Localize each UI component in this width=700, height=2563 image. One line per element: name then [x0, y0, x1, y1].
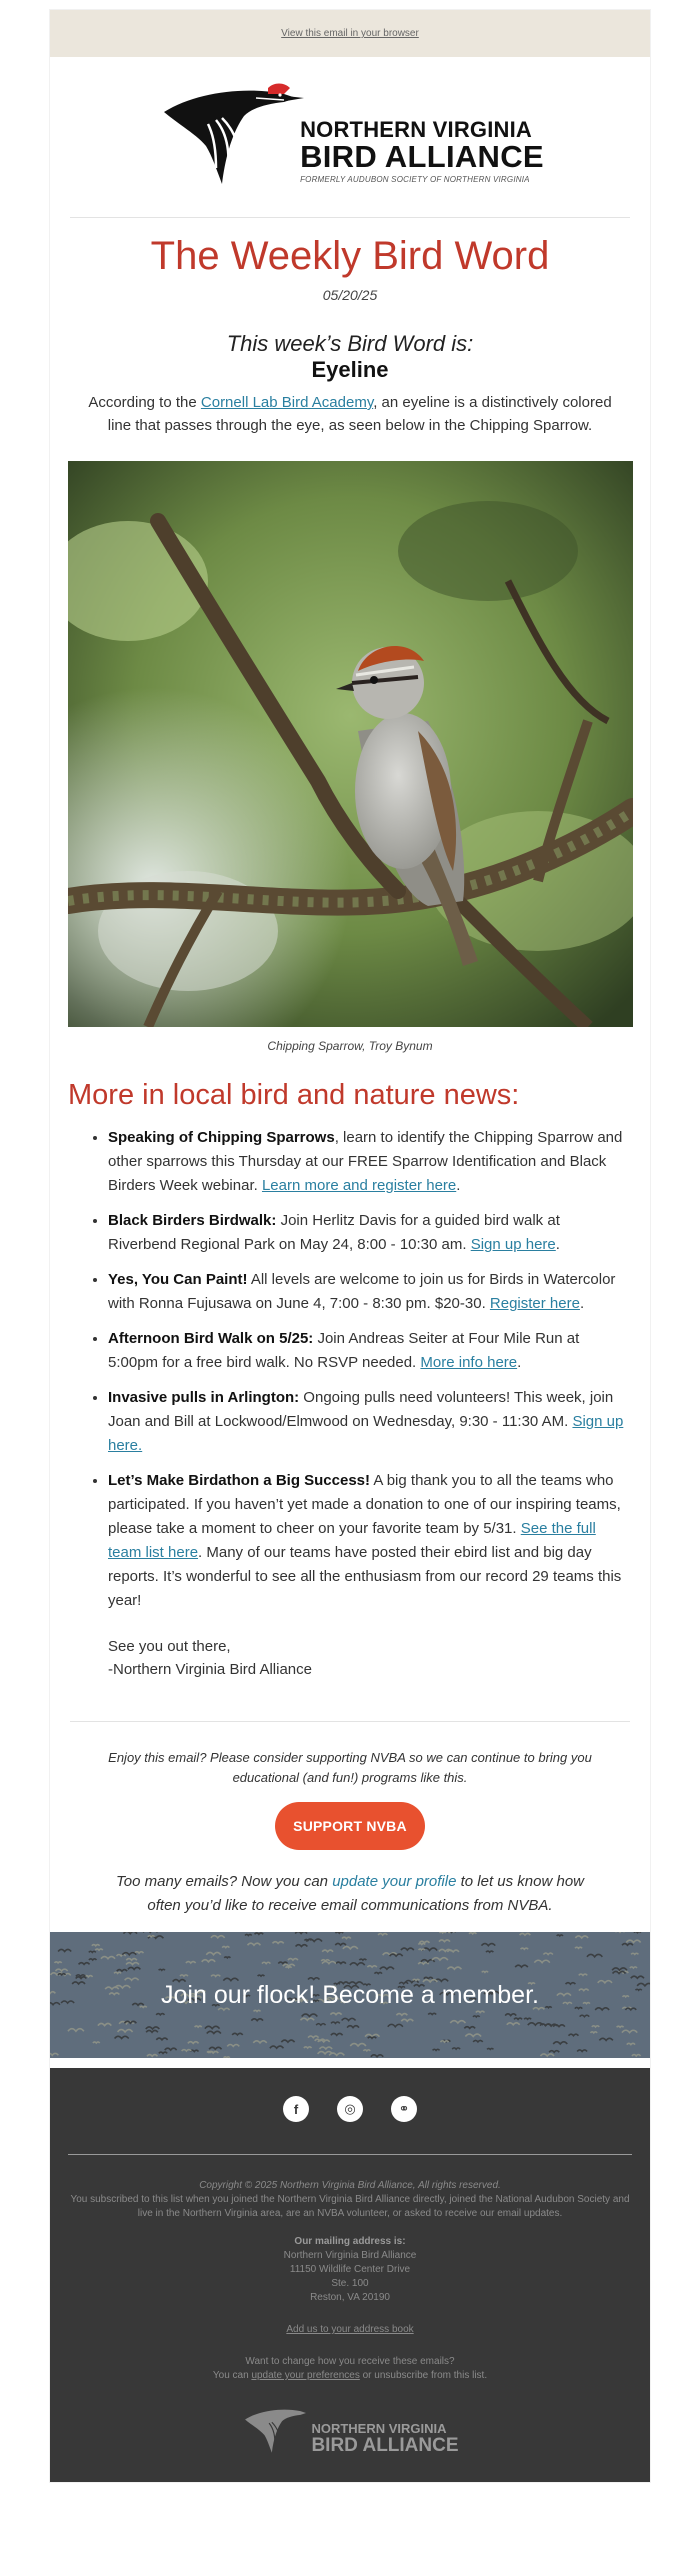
flock-bird: [418, 1962, 428, 1964]
flock-bird: [580, 2015, 590, 2016]
news-item-after: .: [580, 1295, 584, 1312]
preferences-text: [108, 1870, 592, 1918]
flock-bird: [322, 1962, 336, 1964]
flock-bird: [329, 2053, 344, 2055]
flock-bird: [630, 1967, 637, 1968]
flock-bird: [579, 1989, 589, 1991]
flock-bird: [595, 2008, 609, 2010]
flock-bird: [50, 2053, 58, 2055]
footer-logo: [68, 2401, 632, 2461]
flock-bird: [188, 2042, 199, 2044]
nvba-logo[interactable]: [156, 72, 544, 202]
flock-bird: [380, 1967, 394, 1969]
news-item-title: Black Birders Birdwalk:: [108, 1212, 276, 1229]
flock-bird: [432, 1958, 448, 1960]
news-item-text: All levels are welcome to join us for Birds in Watercolor with Ronna Fujusawa on June 4, 7:00 - 8:30 pm. $20-30.: [108, 1271, 615, 1312]
flock-bird: [89, 1951, 96, 1952]
news-item-text: Ongoing pulls need volunteers! This week, join Joan and Bill at Lockwood/Elmwood on Wednesday, 9:30 - 11:30 AM.: [108, 1389, 613, 1430]
flock-bird: [117, 1955, 126, 1956]
can-prefix: You can: [213, 2370, 252, 2381]
flock-bird: [278, 1962, 287, 1963]
address-line: Reston, VA 20190: [68, 2291, 632, 2305]
flock-bird: [245, 1934, 252, 1935]
flock-bird: [296, 1945, 308, 1947]
flock-bird: [378, 1934, 387, 1935]
flock-bird: [371, 2055, 383, 2057]
flock-bird: [224, 2057, 230, 2058]
flock-bird: [302, 2014, 318, 2016]
mailing-address: [68, 2235, 632, 2305]
flock-bird: [109, 1993, 119, 1995]
flock-bird: [505, 2014, 516, 2016]
flock-bird: [206, 1952, 220, 1954]
logo-line-3: FORMERLY AUDUBON SOCIETY OF NORTHERN VIRGINIA: [300, 175, 544, 184]
flock-bird: [50, 2003, 60, 2005]
flock-bird: [93, 2042, 100, 2043]
flock-bird: [359, 1959, 366, 1960]
subscription-reason: You subscribed to this list when you joined the Northern Virginia Bird Alliance directly, joined the National Audubon Society and live in the Northern Virginia area, are an NVBA volunteer, or asked to receive our email updates.: [68, 2193, 632, 2221]
definition-suffix: , an eyeline is a distinctively colored line that passes through the eye, as seen below in the Chipping Sparrow.: [108, 394, 612, 434]
flock-bird: [447, 1950, 459, 1952]
can-suffix: or unsubscribe from this list.: [360, 2370, 487, 2381]
flock-bird: [401, 1948, 414, 1950]
preferences-suffix: to let us know how often you’d like to receive email communications from NVBA.: [147, 1873, 584, 1914]
flock-bird: [272, 1942, 283, 1944]
chipping-sparrow-photo: [68, 461, 633, 1027]
photo-caption: Chipping Sparrow, Troy Bynum: [68, 1039, 632, 1053]
flock-bird: [202, 1960, 215, 1962]
flock-bird: [320, 2047, 333, 2049]
social-links: [68, 2096, 632, 2155]
flock-bird: [521, 1948, 529, 1949]
flock-bird: [330, 2013, 341, 2015]
flock-bird: [401, 2019, 413, 2021]
flock-bird: [195, 2026, 202, 2027]
flock-bird: [165, 2048, 177, 2050]
news-item-title: Speaking of Chipping Sparrows: [108, 1129, 335, 1146]
flock-bird: [128, 1967, 140, 1969]
flock-bird: [224, 1957, 230, 1958]
flock-bird: [374, 1972, 382, 1973]
flock-bird: [367, 1966, 376, 1967]
flock-bird: [132, 2003, 143, 2005]
flock-bird: [283, 1964, 295, 1966]
divider: [70, 1721, 630, 1722]
flock-bird: [486, 1951, 493, 1952]
address-book-row: [68, 2323, 632, 2337]
news-item: [108, 1386, 632, 1458]
flock-bird: [575, 1936, 588, 1938]
flock-bird: [253, 2041, 266, 2043]
flock-bird: [227, 2044, 239, 2046]
flock-bird: [335, 1943, 346, 1945]
woodpecker-logo-icon: [156, 72, 306, 202]
flock-bird: [545, 2007, 551, 2008]
change-question: Want to change how you receive these emails?: [68, 2355, 632, 2369]
news-item-after: . Many of our teams have posted their ebird list and big day reports. It’s wonderful to see all the enthusiasm from our record 29 teams this year!: [108, 1544, 621, 1609]
news-item-text: Join Herlitz Davis for a guided bird walk at Riverbend Regional Park on May 24, 8:00 - 10:30 am.: [108, 1212, 560, 1253]
news-item-link[interactable]: Learn more and register here: [262, 1177, 456, 1194]
flock-bird: [125, 1978, 139, 1980]
flock-bird: [368, 2037, 377, 2038]
flock-bird: [465, 2034, 481, 2036]
flock-bird: [599, 2038, 612, 2040]
update-profile-link[interactable]: update your profile: [332, 1873, 456, 1890]
news-item: [108, 1469, 632, 1613]
flock-bird: [388, 2024, 403, 2026]
flock-bird: [117, 1970, 127, 1972]
flock-bird: [95, 1949, 102, 1950]
signoff-line-2: -Northern Virginia Bird Alliance: [108, 1658, 632, 1681]
news-list: [68, 1126, 632, 1613]
flock-bird: [440, 2041, 448, 2042]
flock-bird: [549, 2051, 559, 2053]
bird-word: Eyeline: [68, 357, 632, 383]
flock-bird: [248, 1943, 261, 1945]
flock-bird: [626, 1940, 640, 1942]
flock-bird: [447, 1967, 461, 1969]
flock-bird: [300, 2018, 314, 2020]
flock-bird: [487, 2048, 493, 2049]
flock-bird: [331, 2033, 343, 2035]
link-icon[interactable]: ⚭: [391, 2096, 417, 2122]
flock-bird: [55, 1969, 67, 1971]
flock-bird: [251, 2019, 263, 2021]
flock-bird: [232, 2033, 243, 2035]
address-line: Ste. 100: [68, 2277, 632, 2291]
news-item-link[interactable]: Sign up here: [471, 1236, 556, 1253]
flock-bird: [350, 1963, 365, 1965]
preferences-footer: [68, 2355, 632, 2383]
flock-bird: [262, 1962, 270, 1963]
news-item-text: A big thank you to all the teams who participated. If you haven’t yet made a donation to one of our inspiring teams, please take a moment to cheer on your favorite team by 5/31.: [108, 1472, 621, 1537]
flock-bird: [159, 2052, 167, 2053]
flock-bird: [622, 1944, 633, 1946]
news-item-link[interactable]: See the full team list here: [108, 1520, 596, 1561]
flock-bird: [622, 2030, 637, 2032]
flock-bird: [524, 2018, 531, 2019]
flock-bird: [365, 2034, 379, 2036]
support-text: Enjoy this email? Please consider supporting NVBA so we can continue to bring you educational (and fun!) programs like this.: [108, 1748, 592, 1788]
flock-bird: [135, 1952, 144, 1953]
flock-bird: [514, 2018, 522, 2019]
signoff-line-1: See you out there,: [108, 1635, 632, 1658]
flock-bird: [534, 1960, 549, 1962]
flock-bird: [469, 1933, 476, 1934]
flock-bird: [98, 2023, 111, 2025]
flock-bird: [553, 2042, 567, 2044]
flock-bird: [575, 1947, 582, 1948]
address-line: Northern Virginia Bird Alliance: [68, 2249, 632, 2263]
flock-bird: [634, 1932, 641, 1933]
logo-line-2: BIRD ALLIANCE: [300, 141, 544, 173]
email-container: [50, 10, 650, 2482]
flock-bird: [180, 1975, 188, 1976]
news-item-after: .: [517, 1354, 521, 1371]
flock-bird: [258, 1975, 265, 1976]
flock-bird: [148, 1936, 155, 1937]
flock-bird: [569, 2034, 579, 2036]
flock-bird: [124, 1932, 137, 1934]
flock-bird: [540, 2054, 554, 2056]
flock-bird: [515, 1965, 528, 1967]
flock-bird: [254, 2010, 261, 2011]
flock-bird: [288, 1959, 298, 1961]
footer: [50, 2068, 650, 2482]
flock-bird: [61, 2001, 74, 2003]
flock-bird: [464, 2027, 475, 2029]
flock-bird: [583, 2003, 590, 2004]
news-item-after: .: [456, 1177, 460, 1194]
flock-bird: [101, 1957, 115, 1959]
flock-bird: [58, 1974, 65, 1975]
flock-bird: [156, 2014, 164, 2015]
add-address-book-link[interactable]: Add us to your address book: [286, 2324, 413, 2335]
news-item-link[interactable]: Register here: [490, 1295, 580, 1312]
flock-bird: [363, 2050, 370, 2051]
flock-bird: [473, 2040, 483, 2041]
flock-bird: [322, 1950, 333, 1952]
flock-bird: [68, 2029, 84, 2031]
news-item-after: .: [556, 1236, 560, 1253]
view-in-browser-link[interactable]: View this email in your browser: [281, 28, 419, 39]
flock-bird: [308, 2036, 319, 2038]
flock-bird: [58, 1949, 71, 1951]
flock-bird: [105, 1987, 119, 1989]
flock-bird: [598, 1981, 612, 1983]
support-button-row: [68, 1802, 632, 1850]
cornell-link[interactable]: Cornell Lab Bird Academy: [201, 394, 373, 411]
flock-bird: [563, 2002, 572, 2003]
flock-bird: [54, 1962, 61, 1963]
flock-bird: [428, 2013, 436, 2014]
flock-bird: [396, 2014, 407, 2016]
flock-bird: [439, 1949, 452, 1951]
issue-date: 05/20/25: [68, 287, 632, 303]
flock-bird: [209, 2047, 221, 2049]
flock-bird: [159, 1969, 165, 1970]
flock-bird: [557, 1993, 571, 1995]
flock-bird: [481, 1944, 495, 1946]
news-item-link[interactable]: More info here: [420, 1354, 517, 1371]
flock-bird: [295, 1932, 307, 1933]
flock-bird: [623, 1996, 629, 1997]
flock-bird: [612, 1968, 627, 1970]
flock-bird: [419, 1949, 425, 1950]
flock-bird: [281, 2040, 294, 2042]
flock-bird: [520, 1933, 531, 1935]
flock-bird: [452, 2048, 460, 2049]
support-nvba-button[interactable]: SUPPORT NVBA: [275, 1802, 425, 1850]
flock-bird: [50, 1992, 55, 1994]
flock-bird: [566, 1983, 576, 1985]
flock-bird: [632, 2055, 641, 2056]
flock-bird: [316, 2024, 325, 2025]
news-item-title: Invasive pulls in Arlington:: [108, 1389, 299, 1406]
flock-bird: [211, 1936, 225, 1938]
flock-bird: [439, 1940, 450, 1942]
flock-bird: [140, 2006, 147, 2007]
flock-bird: [575, 2007, 582, 2008]
instagram-icon[interactable]: ◎: [337, 2096, 363, 2122]
flock-bird: [126, 1963, 139, 1965]
news-item-text: Join Andreas Seiter at Four Mile Run at 5:00pm for a free bird walk. No RSVP needed.: [108, 1330, 579, 1371]
flock-bird: [419, 1941, 429, 1943]
news-item: [108, 1268, 632, 1316]
flock-bird: [270, 2046, 284, 2048]
flock-bird: [92, 1945, 100, 1946]
flock-bird: [424, 1977, 433, 1978]
bird-word-intro: This week’s Bird Word is:: [68, 331, 632, 357]
flock-bird: [627, 2043, 635, 2044]
mailing-label: Our mailing address is:: [294, 2236, 405, 2247]
news-item: [108, 1327, 632, 1375]
flock-bird: [211, 1975, 220, 1976]
flock-bird: [79, 1963, 90, 1965]
news-item-title: Let’s Make Birdathon a Big Success!: [108, 1472, 370, 1489]
flock-bird: [72, 1982, 85, 1984]
flock-bird: [186, 1962, 196, 1964]
flock-bird: [126, 1959, 137, 1961]
flock-bird: [543, 1953, 552, 1954]
flock-bird: [156, 2038, 167, 2040]
news-item-text: , learn to identify the Chipping Sparrow and other sparrows this Thursday at our FREE Sparrow Identification and Black Birders Week webinar.: [108, 1129, 622, 1194]
flock-bird: [76, 1977, 87, 1979]
flock-bird: [450, 2021, 465, 2023]
signoff: [108, 1635, 632, 1681]
flock-bird: [507, 2023, 520, 2025]
flock-bird: [418, 1943, 425, 1944]
footer-logo-line-1: NORTHERN VIRGINIA: [311, 2422, 458, 2436]
flock-bird: [557, 1935, 563, 1936]
flock-bird: [631, 1976, 644, 1978]
flock-bird: [115, 2036, 129, 2038]
flock-bird: [114, 1972, 121, 1973]
news-item-title: Yes, You Can Paint!: [108, 1271, 247, 1288]
flock-bird: [304, 2047, 312, 2048]
flock-bird: [637, 1983, 650, 1985]
flock-bird: [207, 2031, 221, 2033]
view-in-browser-bar: [50, 10, 650, 57]
flock-bird: [482, 1971, 488, 1972]
flock-bird: [146, 2030, 158, 2032]
logo-wordmark: [300, 119, 544, 184]
flock-bird: [146, 2027, 160, 2029]
preferences-prefix: Too many emails? Now you can: [116, 1873, 332, 1890]
flock-bird: [331, 2022, 340, 2023]
flock-bird: [636, 1989, 642, 1990]
flock-bird: [577, 2050, 587, 2052]
flock-bird: [304, 1939, 311, 1940]
flock-bird: [617, 2026, 624, 2027]
flock-bird: [321, 1960, 329, 1961]
flock-bird: [342, 2018, 356, 2020]
logo-line-1: NORTHERN VIRGINIA: [300, 119, 544, 141]
flock-bird: [336, 1962, 346, 1964]
update-preferences-link[interactable]: update your preferences: [251, 2370, 359, 2381]
flock-bird: [118, 2030, 133, 2032]
news-item: [108, 1126, 632, 1198]
news-item: [108, 1209, 632, 1257]
definition-prefix: According to the: [88, 394, 201, 411]
membership-banner[interactable]: [50, 1932, 650, 2058]
address-line: 11150 Wildlife Center Drive: [68, 2263, 632, 2277]
footer-legal: [68, 2179, 632, 2221]
flock-bird: [590, 2032, 597, 2033]
membership-banner-text[interactable]: Join our flock! Become a member.: [161, 1981, 539, 2010]
facebook-icon[interactable]: f: [283, 2096, 309, 2122]
flock-bird: [579, 1974, 587, 1975]
flock-bird: [342, 1937, 351, 1938]
flock-bird: [476, 2011, 485, 2012]
footer-logo-line-2: BIRD ALLIANCE: [311, 2436, 458, 2456]
header-logo-row: [70, 57, 630, 218]
flock-bird: [335, 1932, 343, 1933]
flock-bird: [205, 2026, 220, 2028]
newsletter-title: The Weekly Bird Word: [68, 234, 632, 279]
flock-bird: [255, 1933, 264, 1934]
flock-bird: [587, 1954, 602, 1956]
copyright: Copyright © 2025 Northern Virginia Bird Alliance, All rights reserved.: [199, 2180, 501, 2191]
main-content: [50, 234, 650, 1918]
flock-bird: [343, 1947, 358, 1949]
news-heading: More in local bird and nature news:: [68, 1079, 632, 1112]
flock-bird: [350, 2044, 366, 2046]
flock-bird: [433, 2049, 440, 2050]
flock-bird: [473, 2016, 480, 2017]
news-item-link[interactable]: Sign up here.: [108, 1413, 623, 1454]
news-item-title: Afternoon Bird Walk on 5/25:: [108, 1330, 313, 1347]
flock-bird: [147, 2055, 157, 2057]
flock-bird: [308, 1978, 319, 1980]
definition-paragraph: [78, 391, 622, 437]
footer-woodpecker-icon: [241, 2401, 311, 2461]
flock-bird: [89, 1959, 97, 1960]
flock-bird: [592, 2026, 599, 2027]
flock-bird: [222, 1946, 229, 1947]
flock-bird: [347, 2026, 359, 2028]
flock-bird: [631, 1953, 638, 1954]
flock-bird: [553, 2025, 565, 2027]
